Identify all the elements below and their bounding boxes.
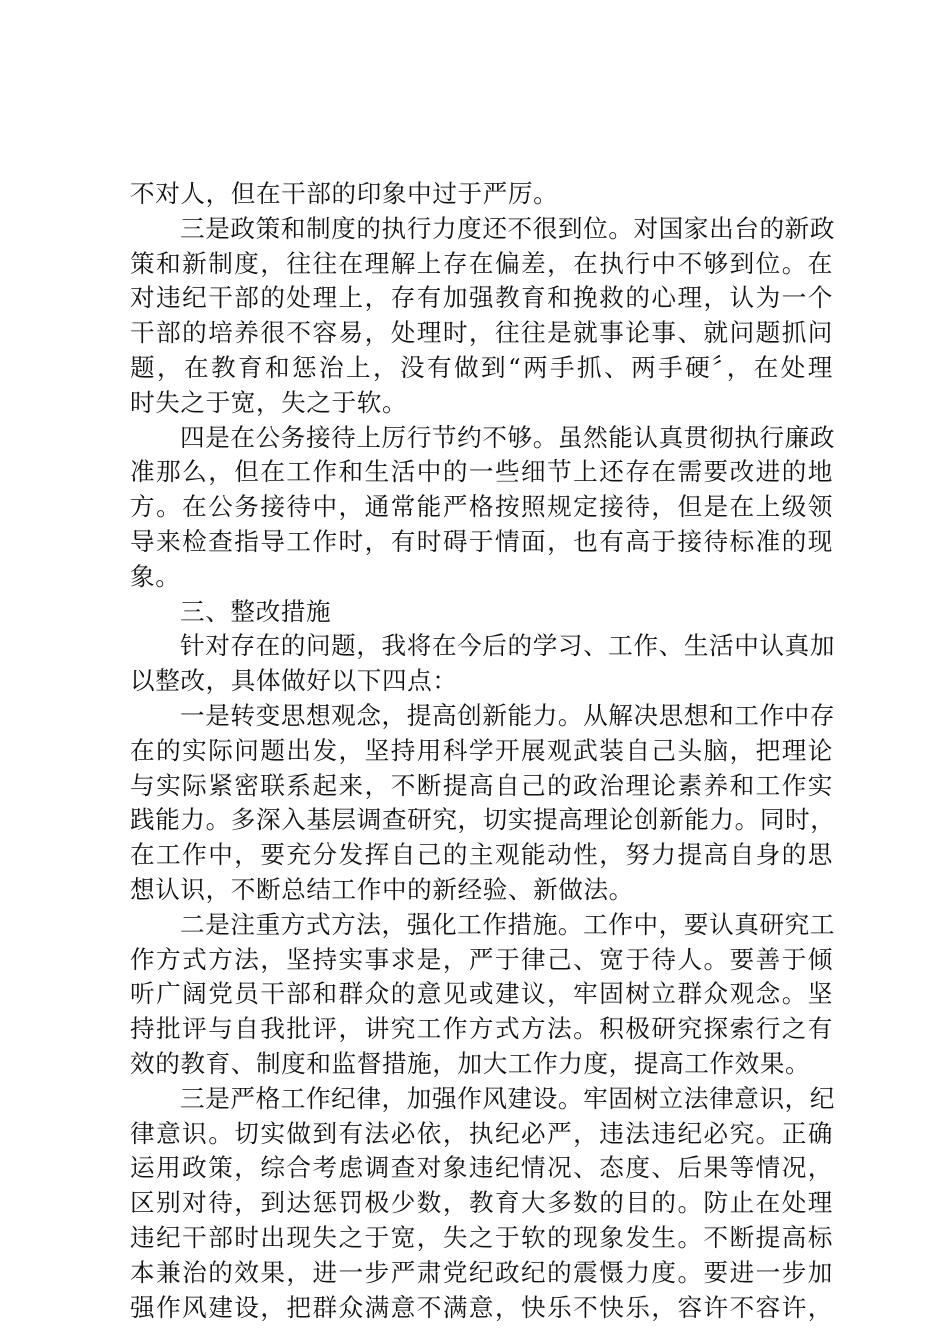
text-line: 准那么，但在工作和生活中的一些细节上还存在需要改进的地 [130, 457, 833, 487]
text-line: 在工作中，要充分发挥自己的主观能动性，努力提高自身的思 [130, 840, 833, 870]
text-line: 四是在公务接待上厉行节约不够。虽然能认真贯彻执行廉政 [180, 422, 836, 452]
text-line: 导来检查指导工作时，有时碍于情面，也有高于接待标准的现 [130, 526, 833, 556]
text-line: 效的教育、制度和监督措施，加大工作力度，提高工作效果。 [130, 1048, 811, 1078]
text-line: 题，在教育和惩治上，没有做到“两手抓、两手硬〞，在处理 [130, 352, 833, 382]
text-line: 干部的培养很不容易，处理时，往往是就事论事、就问题抓问 [130, 318, 833, 348]
text-line: 本兼治的效果，进一步严肃党纪政纪的震慑力度。要进一步加 [130, 1257, 833, 1287]
text-line: 区别对待，到达惩罚极少数，教育大多数的目的。防止在处理 [130, 1188, 833, 1218]
text-line: 时失之于宽，失之于软。 [130, 387, 408, 417]
text-line: 对违纪干部的处理上，存有加强教育和挽救的心理，认为一个 [130, 283, 833, 313]
text-line: 三是严格工作纪律，加强作风建设。牢固树立法律意识，纪 [180, 1083, 836, 1113]
section-heading: 三、整改措施 [180, 596, 332, 626]
text-line: 与实际紧密联系起来，不断提高自己的政治理论素养和工作实 [130, 770, 833, 800]
document-body [130, 177, 836, 1325]
text-line: 以整改，具体做好以下四点： [130, 666, 458, 696]
text-line: 三是政策和制度的执行力度还不很到位。对国家出台的新政 [180, 213, 836, 243]
text-line: 一是转变思想观念，提高创新能力。从解决思想和工作中存 [180, 700, 836, 730]
text-line: 持批评与自我批评，讲究工作方式方法。积极研究探索行之有 [130, 1014, 833, 1044]
text-line: 听广阔党员干部和群众的意见或建议，牢固树立群众观念。坚 [130, 979, 833, 1009]
text-line: 强作风建设，把群众满意不满意，快乐不快乐，容许不容许， [130, 1292, 833, 1322]
text-line: 运用政策，综合考虑调查对象违纪情况、态度、后果等情况， [130, 1153, 833, 1183]
text-line: 想认识，不断总结工作中的新经验、新做法。 [130, 874, 634, 904]
text-line: 方。在公务接待中，通常能严格按照规定接待，但是在上级领 [130, 492, 833, 522]
text-line: 践能力。多深入基层调查研究，切实提高理论创新能力。同时， [130, 805, 836, 835]
text-line: 象。 [130, 561, 181, 591]
text-line: 在的实际问题出发，坚持用科学开展观武装自己头脑，把理论 [130, 735, 833, 765]
text-line: 策和新制度，往往在理解上存在偏差，在执行中不够到位。在 [130, 248, 833, 278]
text-line: 二是注重方式方法，强化工作措施。工作中，要认真研究工 [180, 909, 836, 939]
text-line: 针对存在的问题，我将在今后的学习、工作、生活中认真加 [180, 631, 836, 661]
text-line: 不对人，但在干部的印象中过于严厉。 [130, 179, 559, 208]
text-line: 律意识。切实做到有法必依，执纪必严，违法违纪必究。正确 [130, 1118, 833, 1148]
text-line: 违纪干部时出现失之于宽，失之于软的现象发生。不断提高标 [130, 1222, 833, 1252]
text-line: 作方式方法，坚持实事求是，严于律己、宽于待人。要善于倾 [130, 944, 833, 974]
